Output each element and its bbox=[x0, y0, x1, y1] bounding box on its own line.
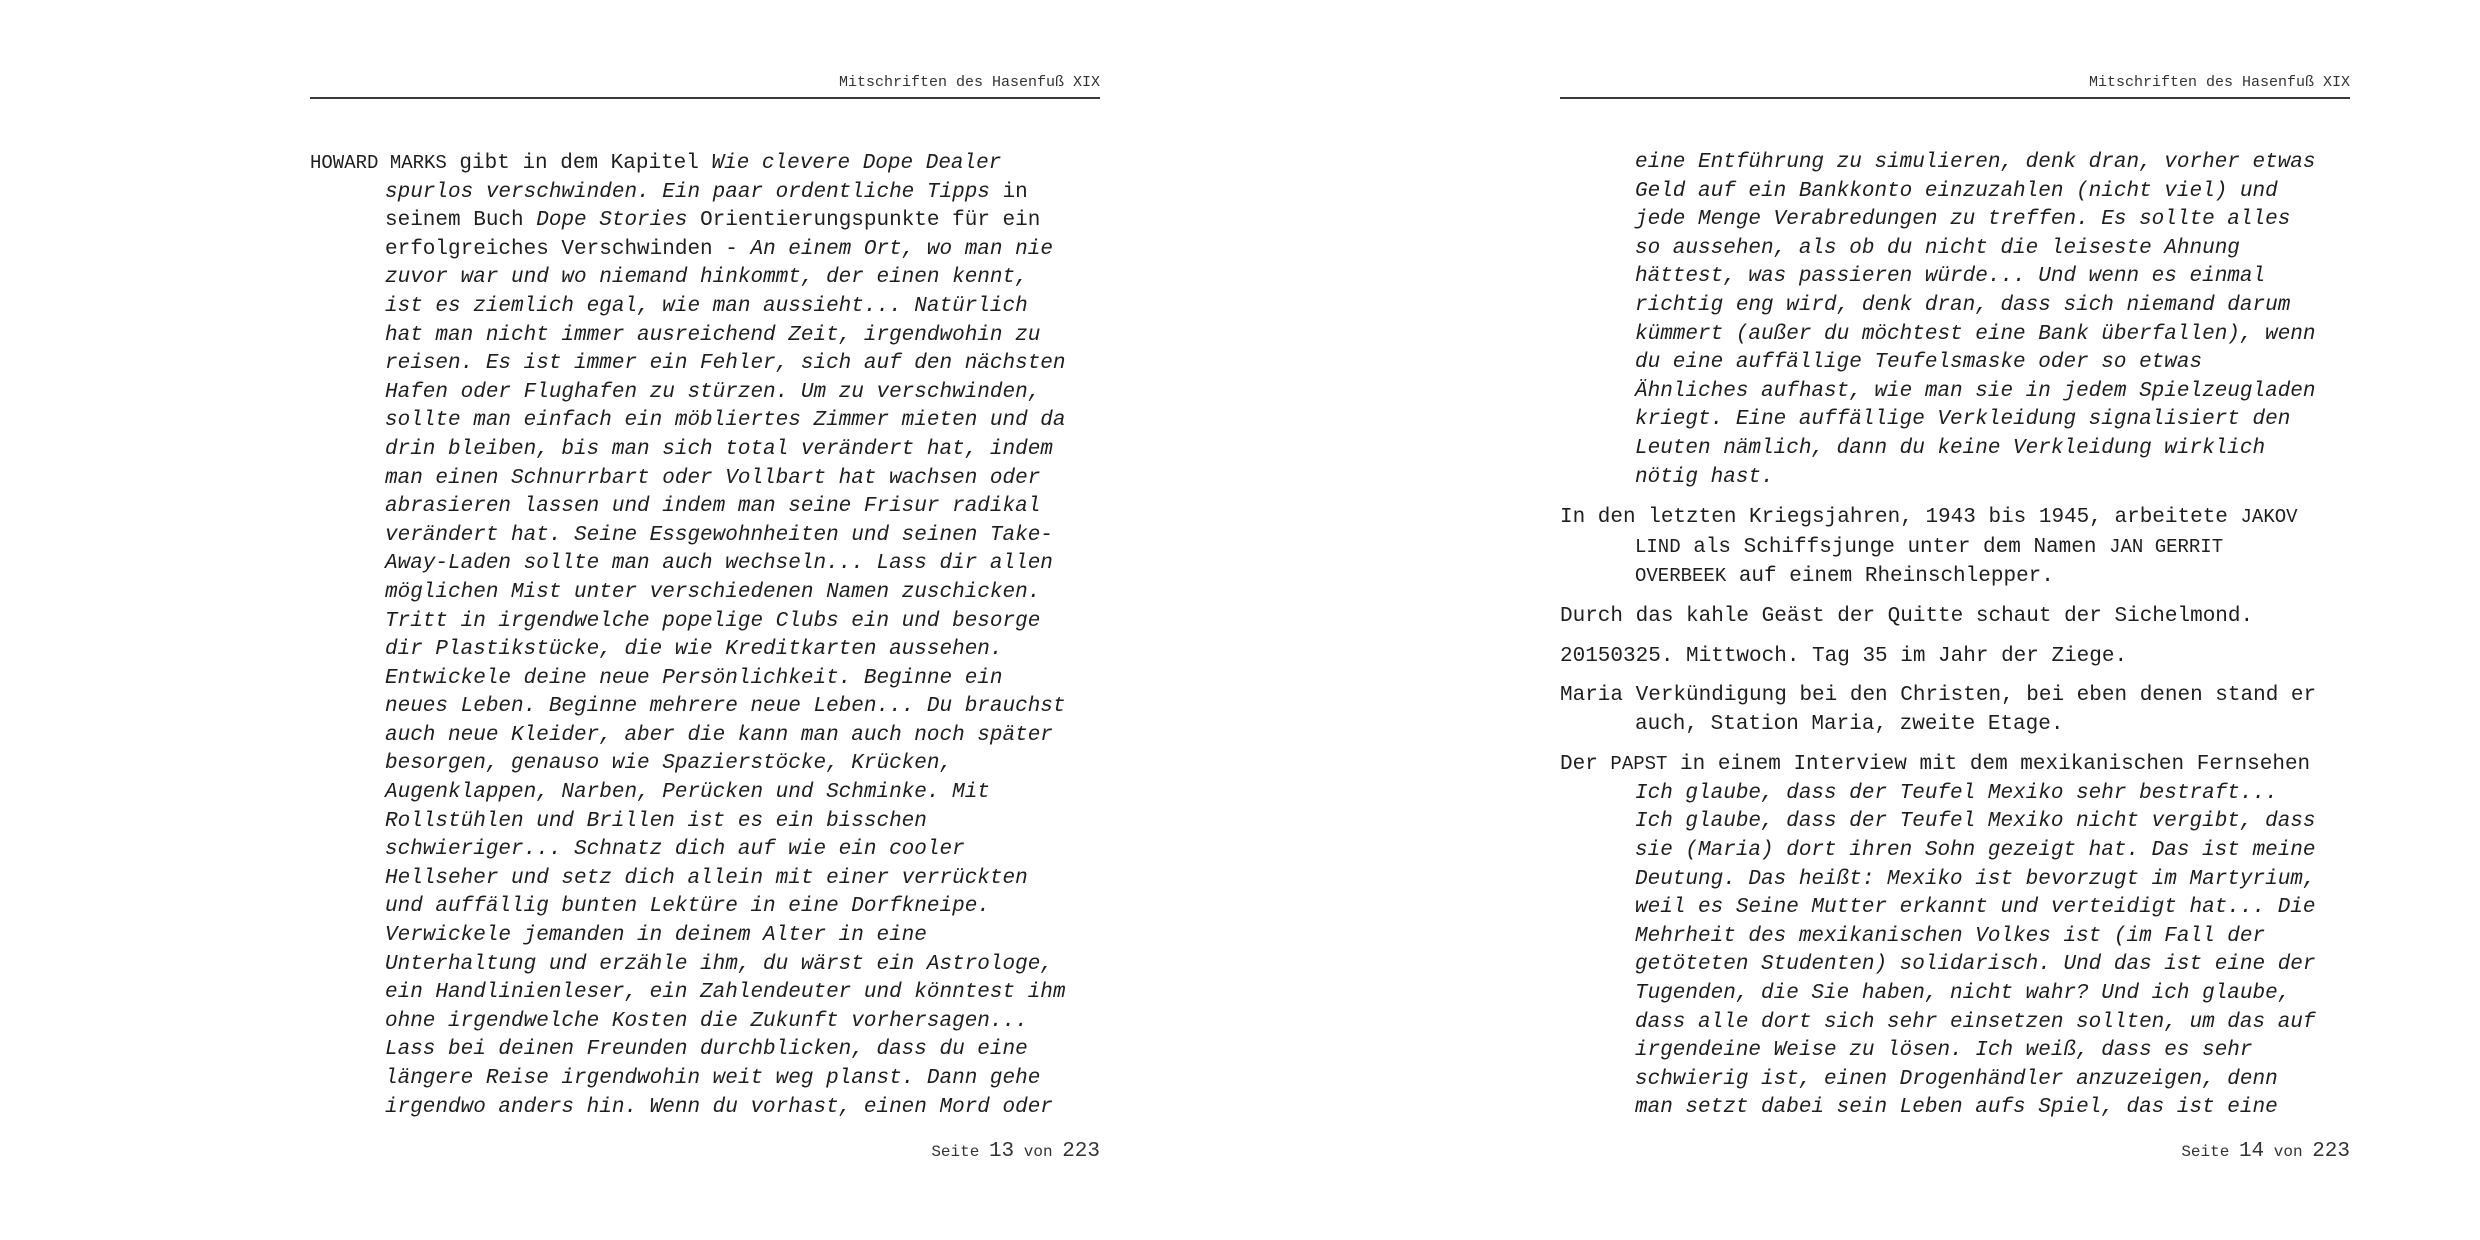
page-footer bbox=[310, 1140, 1100, 1163]
footer-von-label: von bbox=[1023, 1143, 1053, 1161]
body-text bbox=[310, 149, 1100, 1122]
quote-text: Dope Stories bbox=[536, 209, 688, 233]
footer-seite-label: Seite bbox=[2181, 1143, 2230, 1161]
paragraph bbox=[1560, 682, 2350, 739]
text-segment: gibt in dem Kapitel bbox=[446, 152, 712, 175]
footer-page-number: 13 bbox=[988, 1140, 1015, 1163]
text-segment: Durch das kahle Geäst der Quitte schaut der Sichelmond. bbox=[1560, 604, 2254, 628]
name-caps: JAKOV bbox=[2240, 506, 2298, 529]
text-segment: 20150325. Mittwoch. Tag 35 im Jahr der Ziege. bbox=[1560, 644, 2128, 668]
text-segment: auf einem Rheinschlepper. bbox=[1726, 565, 2054, 589]
text-segment: In den letzten Kriegsjahren, 1943 bis 1945, arbeitete bbox=[1560, 506, 2241, 530]
paragraph bbox=[1560, 149, 2350, 492]
paragraph bbox=[310, 149, 1100, 1122]
footer-page-number: 14 bbox=[2238, 1140, 2265, 1163]
text-segment: in seinem Buch bbox=[385, 180, 1028, 233]
paragraph bbox=[1560, 643, 2350, 672]
paragraph bbox=[1560, 503, 2350, 592]
quote-text: An einem Ort, wo man nie zuvor war und wo niemand hinkommt, der einen kennt, ist es ziemlich egal, wie man aussieht... Natürlich hat man nicht immer ausreichend Zeit, irgendwohin zu reisen. Es ist immer ein Fehler, sich auf den nächsten Hafen oder Flughafen zu stürzen. Um zu verschwinden, sollte man einfach ein möbliertes Zimmer mieten und da drin bleiben, bis man sich total verändert hat, indem man einen Schnurrbart oder Vollbart hat wachsen oder abrasieren lassen und indem man seine Frisur radikal verändert hat. Seine Essgewohnheiten und seinen Take- Away-Laden sollte man auch wechseln... Lass dir allen möglichen Mist unter verschiedenen Namen zuschicken. Tritt in irgendwelche popelige Clubs ein und besorge dir Plastikstücke, die wie Kreditkarten aussehen. Entwickele deine neue Persönlichkeit. Beginne ein neues Leben. Beginne mehrere neue Leben... Du brauchst auch neue Kleider, aber die kann man auch noch später besorgen, genauso wie Spazierstöcke, Krücken, Augenklappen, Narben, Perücken und Schminke. Mit Rollstühlen und Brillen ist es ein bisschen schwieriger... Schnatz dich auf wie ein cooler Hellseher und setz dich allein mit einer verrückten und auffällig bunten Lektüre in eine Dorfkneipe. Verwickele jemanden in deinem Alter in eine Unterhaltung und erzähle ihm, du wärst ein Astrologe, ein Handlinienleser, ein Zahlendeuter und könntest ihm ohne irgendwelche Kosten die Zukunft vorhersagen... Lass bei deinen Freunden durchblicken, dass du eine längere Reise irgendwohin weit weg planst. Dann gehe irgendwo anders hin. Wenn du vorhast, einen Mord oder bbox=[385, 237, 1066, 1119]
name-caps: LIND bbox=[1635, 535, 1681, 558]
name-caps: JAN GERRIT bbox=[2109, 535, 2224, 558]
text-segment: als Schiffsjunge unter dem Namen bbox=[1680, 535, 2110, 559]
running-header: Mitschriften des Hasenfuß XIX bbox=[2088, 74, 2350, 91]
running-header: Mitschriften des Hasenfuß XIX bbox=[838, 74, 1100, 91]
left-page bbox=[310, 0, 1100, 1240]
quote-text: Wie clevere Dope Dealer spurlos verschwinden. Ein paar ordentliche Tipps bbox=[385, 152, 1002, 204]
footer-total-pages: 223 bbox=[1062, 1140, 1100, 1163]
page-footer bbox=[1560, 1140, 2350, 1163]
right-page bbox=[1560, 0, 2350, 1240]
quote-text: eine Entführung zu simulieren, denk dran, vorher etwas Geld auf ein Bankkonto einzuzahlen (nicht viel) und jede Menge Verabredungen zu treffen. Es sollte alles so aussehen, als ob du nicht die leiseste Ahnung hättest, was passieren würde... Und wenn es einmal richtig eng wird, denk dran, dass sich niemand darum kümmert (außer du möchtest eine Bank überfallen), wenn du eine auffällige Teufelsmaske oder so etwas Ähnliches aufhast, wie man sie in jedem Spielzeugladen kriegt. Eine auffällige Verkleidung signalisiert den Leuten nämlich, dann du keine Verkleidung wirklich nötig hast. bbox=[1635, 151, 2316, 489]
footer-total-pages: 223 bbox=[2312, 1140, 2350, 1163]
footer-von-label: von bbox=[2273, 1143, 2303, 1161]
text-segment: Maria Verkündigung bei den Christen, bei eben denen stand er auch, Station Maria, zweite Etage. bbox=[1560, 684, 2317, 736]
name-caps: OVERBEEK bbox=[1635, 565, 1727, 588]
quote-text: Ich glaube, dass der Teufel Mexiko sehr bestraft... Ich glaube, dass der Teufel Mexiko nicht vergibt, dass sie (Maria) dort ihren Sohn gezeigt hat. Das ist meine Deutung. Das heißt: Mexiko ist bevorzugt im Martyrium, weil es Seine Mutter erkannt und verteidigt hat... Die Mehrheit des mexikanischen Volkes ist (im Fall der getöteten Studenten) solidarisch. Und das ist eine der Tugenden, die Sie haben, nicht wahr? Und ich glaube, dass alle dort sich sehr einsetzen sollten, um das auf irgendeine Weise zu lösen. Ich weiß, dass es sehr schwierig ist, einen Drogenhändler anzuzeigen, denn man setzt dabei sein Leben aufs Spiel, das ist eine bbox=[1635, 781, 2316, 1120]
footer-seite-label: Seite bbox=[931, 1143, 980, 1161]
text-segment: Orientierungspunkte für ein erfolgreiches Verschwinden - bbox=[385, 209, 1041, 261]
name-caps: HOWARD MARKS bbox=[310, 152, 447, 174]
header-rule bbox=[310, 97, 1100, 99]
body-text bbox=[1560, 149, 2350, 1123]
text-segment: Der bbox=[1560, 753, 1611, 777]
header-rule bbox=[1560, 97, 2350, 99]
paragraph bbox=[1560, 603, 2350, 632]
name-caps: PAPST bbox=[1610, 753, 1668, 776]
paragraph bbox=[1560, 750, 2350, 1123]
text-segment: in einem Interview mit dem mexikanischen Fernsehen bbox=[1680, 753, 2311, 777]
